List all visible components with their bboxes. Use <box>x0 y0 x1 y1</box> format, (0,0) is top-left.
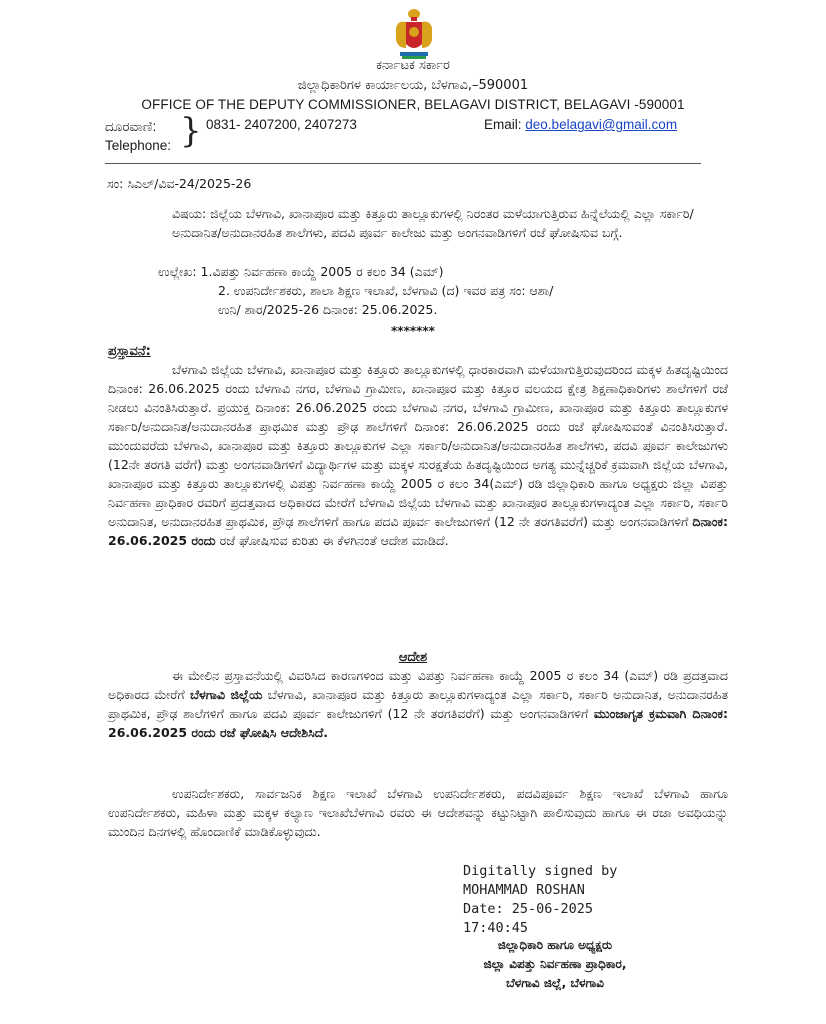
order-paragraph-2: ಉಪನಿರ್ದೇಶಕರು, ಸಾರ್ವಜನಿಕ ಶಿಕ್ಷಣ ಇಲಾಖೆ ಬೆಳಗಾವಿ ಉಪನಿರ್ದೇಶಕರು, ಪದವಿಪೂರ್ವ ಶಿಕ್ಷಣ ಇಲಾಖೆ ಬೆಳಗಾವಿ ಹಾಗೂ ಉಪನಿರ್ದೇಶಕರು, ಮಹಿಳಾ ಮತ್ತು ಮಕ್ಕಳ ಕಲ್ಯಾಣ ಇಲಾಖೆಬೆಳಗಾವಿ ರವರು ಈ ಆದೇಶವನ್ನು ಕಟ್ಟುನಿಟ್ಟಾಗಿ ಪಾಲಿಸುವುದು ಹಾಗೂ ಈ ರಜಾ ಅವಧಿಯನ್ನು ಮುಂದಿನ ದಿನಗಳಲ್ಲಿ ಹೊಂದಾಣಿಕೆ ಮಾಡಿಕೊಳ್ಳುವುದು. <box>108 786 728 839</box>
digital-signature <box>463 862 617 938</box>
state-name: ಕರ್ನಾಟಕ ಸರ್ಕಾರ <box>376 58 450 73</box>
email-label: Email: <box>484 117 522 132</box>
reference-line-1: ಉಲ್ಲೇಖ: 1.ವಿಪತ್ತು ನಿರ್ವಹಣಾ ಕಾಯ್ದೆ 2005 ರ ಕಲಂ 34 (ಎಮ್) <box>158 264 444 279</box>
brace-icon: } <box>180 111 202 151</box>
subject: ವಿಷಯ: ಜಿಲ್ಲೆಯ ಬೆಳಗಾವಿ, ಖಾನಾಪೂರ ಮತ್ತು ಕಿತ್ತೂರು ತಾಲ್ಲೂಕುಗಳಲ್ಲಿ ನಿರಂತರ ಮಳೆಯಾಗುತ್ತಿರುವ ಹಿನ್ನೆಲೆಯಲ್ಲಿ ಎಲ್ಲಾ ಸರ್ಕಾರಿ/ಅನುದಾನಿತ/ಅನುದಾನರಹಿತ ಶಾಲೆಗಳು, ಪದವಿ ಪೂರ್ವ ಕಾಲೇಜು ಮತ್ತು ಅಂಗನವಾಡಿಗಳಿಗೆ ರಜೆ ಘೋಷಿಸುವ ಬಗ್ಗೆ. <box>172 206 694 240</box>
order-text-a: ಈ ಮೇಲಿನ ಪ್ರಸ್ತಾವನೆಯಲ್ಲಿ ವಿವರಿಸಿದ ಕಾರಣಗಳಿಂದ ಮತ್ತು ವಿಪತ್ತು ನಿರ್ವಹಣಾ ಕಾಯ್ದೆ 2005 ರ ಕಲಂ 34 (ಎಮ್) ರಡಿ ಪ್ರದತ್ತವಾದ ಅಧಿಕಾರದ ಮೇರೆಗೆ <box>108 668 728 702</box>
signature-line-2: MOHAMMAD ROSHAN <box>463 882 585 898</box>
preamble-heading: ಪ್ರಸ್ತಾವನೆ: <box>108 344 151 359</box>
phone-numbers: 0831- 2407200, 2407273 <box>206 117 357 132</box>
reference-line-2: 2. ಉಪನಿರ್ದೇಶಕರು, ಶಾಲಾ ಶಿಕ್ಷಣ ಇಲಾಖೆ, ಬೆಳಗಾವಿ (ದ) ಇವರ ಪತ್ರ ಸಂ: ಆಶಾ/ <box>218 283 554 298</box>
separator: ******* <box>391 324 435 338</box>
preamble-date-bold: ದಿನಾಂಕ: 26.06.2025 ರಂದು <box>108 514 728 548</box>
order-text-c: ಬೆಳಗಾವಿ, ಖಾನಾಪೂರ ಮತ್ತು ಕಿತ್ತೂರು ತಾಲ್ಲೂಕುಗಳಾದ್ಯಂತ ಎಲ್ಲಾ ಸರ್ಕಾರಿ, ಸರ್ಕಾರಿ ಅನುದಾನಿತ, ಅನುದಾನರಹಿತ ಪ್ರಾಥಮಿಕ, ಪ್ರೌಢ ಶಾಲೆಗಳಿಗೆ ಹಾಗೂ ಪದವಿ ಪೂರ್ವ ಕಾಲೇಜುಗಳಿಗೆ (12 ನೇ ತರಗತಿವರೆಗೆ) ಮತ್ತು ಅಂಗನವಾಡಿಗಳಿಗೆ <box>108 687 728 721</box>
signatory-line-1: ಜಿಲ್ಲಾಧಿಕಾರಿ ಹಾಗೂ ಅಧ್ಯಕ್ಷರು <box>497 938 613 952</box>
karnataka-emblem-icon <box>388 8 440 62</box>
phone-label <box>105 117 171 155</box>
references <box>158 262 718 319</box>
preamble-main: ಬೆಳಗಾವಿ ಜಿಲ್ಲೆಯ ಬೆಳಗಾವಿ, ಖಾನಾಪೂರ ಮತ್ತು ಕಿತ್ತೂರು ತಾಲ್ಲೂಕುಗಳಲ್ಲಿ ಧಾರಕಾರವಾಗಿ ಮಳೆಯಾಗುತ್ತಿರುವುದರಿಂದ ಮಕ್ಕಳ ಹಿತದೃಷ್ಟಿಯಿಂದ ದಿನಾಂಕ: 26.06.2025 ರಂದು ಬೆಳಗಾವಿ ನಗರ, ಬೆಳಗಾವಿ ಗ್ರಾಮೀಣ, ಖಾನಾಪೂರ ಮತ್ತು ಕಿತ್ತೂರ ವಲಯದ ಕ್ಷೇತ್ರ ಶಿಕ್ಷಣಾಧಿಕಾರಿಗಳು ಶಾಲೆಗಳಿಗೆ ರಜೆ ನೀಡಲು ವಿನಂತಿಸಿರುತ್ತಾರೆ. ಪ್ರಯುಕ್ತ ದಿನಾಂಕ: 26.06.2025 ರಂದು ಬೆಳಗಾವಿ ನಗರ, ಬೆಳಗಾವಿ ಗ್ರಾಮೀಣ, ಖಾನಾಪೂರ ಮತ್ತು ಕಿತ್ತೂರು ತಾಲ್ಲೂಕುಗಳ ಸರ್ಕಾರಿ/ಅನುದಾನಿತ/ಅನುದಾನರಹಿತ ಪ್ರಾಥಮಿಕ ಮತ್ತು ಪ್ರೌಢ ಶಾಲೆಗಳಿಗೆ ದಿನಾಂಕ: 26.06.2025 ರಂದು ರಜೆ ಘೋಷಿಸುವಂತೆ ವಿನಂತಿಸಿರುತ್ತಾರೆ. ಮುಂದುವರೆದು ಬೆಳಗಾವಿ, ಖಾನಾಪೂರ ಮತ್ತು ಕಿತ್ತೂರು ತಾಲ್ಲೂಕುಗಳ ಎಲ್ಲಾ ಸರ್ಕಾರಿ/ಅನುದಾನಿತ/ಅನುದಾನರಹಿತ ಶಾಲೆಗಳು, ಪದವಿ ಪೂರ್ವ ಕಾಲೇಜುಗಳು (12ನೇ ತರಗತಿ ವರೆಗೆ) ಮತ್ತು ಅಂಗನವಾಡಿಗಳಿಗೆ ವಿದ್ಯಾರ್ಥಿಗಳ ಮತ್ತು ಮಕ್ಕಳ ಸುರಕ್ಷತೆಯ ಹಿತದೃಷ್ಟಿಯಿಂದ ಅಗತ್ಯ ಮುನ್ನೆಚ್ಚರಿಕೆ ಕ್ರಮವಾಗಿ ಜಿಲ್ಲೆಯ ಬೆಳಗಾವಿ, ಖಾನಾಪೂರ ಮತ್ತು ಕಿತ್ತೂರು ತಾಲ್ಲೂಕುಗಳಲ್ಲಿ ವಿಪತ್ತು ನಿರ್ವಹಣಾ ಕಾಯ್ದೆ 2005 ರ ಕಲಂ 34(ಎಮ್) ರಡಿ ಜಿಲ್ಲಾಧಿಕಾರಿ ಹಾಗೂ ಅಧ್ಯಕ್ಷರು ಜಿಲ್ಲಾ ವಿಪತ್ತು ನಿರ್ವಹಣಾ ಪ್ರಾಧಿಕಾರ ರವರಿಗೆ ಪ್ರದತ್ತವಾದ ಅಧಿಕಾರದ ಮೇರೆಗೆ ಬೆಳಗಾವಿ ಜಿಲ್ಲೆಯ ಬೆಳಗಾವಿ ಮತ್ತು ಖಾನಾಪೂರ ತಾಲ್ಲೂಕುಗಳಾದ್ಯಂತ ಎಲ್ಲಾ ಸರ್ಕಾರಿ, ಸರ್ಕಾರಿ ಅನುದಾನಿತ, ಅನುದಾನರಹಿತ ಪ್ರಾಥಮಿಕ, ಪ್ರೌಢ ಶಾಲೆಗಳಿಗೆ ಹಾಗೂ ಪದವಿ ಪೂರ್ವ ಕಾಲೇಜುಗಳಿಗೆ (12 ನೇ ತರಗತಿವರೆಗೆ) ಮತ್ತು ಅಂಗನವಾಡಿಗಳಿಗೆ <box>108 362 728 529</box>
preamble-end: ರಜೆ ಘೋಷಿಸುವ ಕುರಿತು ಈ ಕೆಳಗಿನಂತೆ ಆದೇಶ ಮಾಡಿದೆ. <box>219 533 449 548</box>
preamble-text <box>108 360 728 550</box>
order-paragraph-1 <box>108 666 728 742</box>
phone-label-kannada: ದೂರವಾಣಿ: <box>105 119 157 134</box>
reference-number: ಸಂ: ಸಿಎಲ್/ವಿವ-24/2025-26 <box>107 176 252 191</box>
email-link[interactable]: deo.belagavi@gmail.com <box>525 117 678 132</box>
office-name-kannada: ಜಿಲ್ಲಾಧಿಕಾರಿಗಳ ಕಾರ್ಯಾಲಯ, ಬೆಳಗಾವಿ,–590001 <box>297 78 529 93</box>
order-heading: ಆದೇಶ <box>398 650 428 665</box>
order-district-bold: ಬೆಳಗಾವಿ ಜಿಲ್ಲೆಯ <box>189 687 263 702</box>
reference-line-3: ಉನಿ/ ಶಾರ/2025-26 ದಿನಾಂಕ: 25.06.2025. <box>218 302 438 317</box>
signature-line-4: 17:40:45 <box>463 920 529 936</box>
header-divider <box>105 163 701 164</box>
email-block <box>484 117 677 132</box>
signatory-line-2: ಜಿಲ್ಲಾ ವಿಪತ್ತು ನಿರ್ವಹಣಾ ಪ್ರಾಧಿಕಾರ, <box>483 957 627 971</box>
signature-line-3: Date: 25-06-2025 <box>463 901 594 917</box>
phone-label-english: Telephone: <box>105 138 172 153</box>
order-holiday-bold: ಮುಂಜಾಗೃತ ಕ್ರಮವಾಗಿ ದಿನಾಂಕ: 26.06.2025 ರಂದು ರಜೆ ಘೋಷಿಸಿ ಆದೇಶಿಸಿದೆ. <box>108 706 728 740</box>
signature-line-1: Digitally signed by <box>463 863 618 879</box>
office-name-english: OFFICE OF THE DEPUTY COMMISSIONER, BELAGAVI DISTRICT, BELAGAVI -590001 <box>141 97 685 112</box>
signatory-block <box>430 936 680 993</box>
signatory-line-3: ಬೆಳಗಾವಿ ಜಿಲ್ಲೆ, ಬೆಳಗಾವಿ <box>506 976 604 990</box>
